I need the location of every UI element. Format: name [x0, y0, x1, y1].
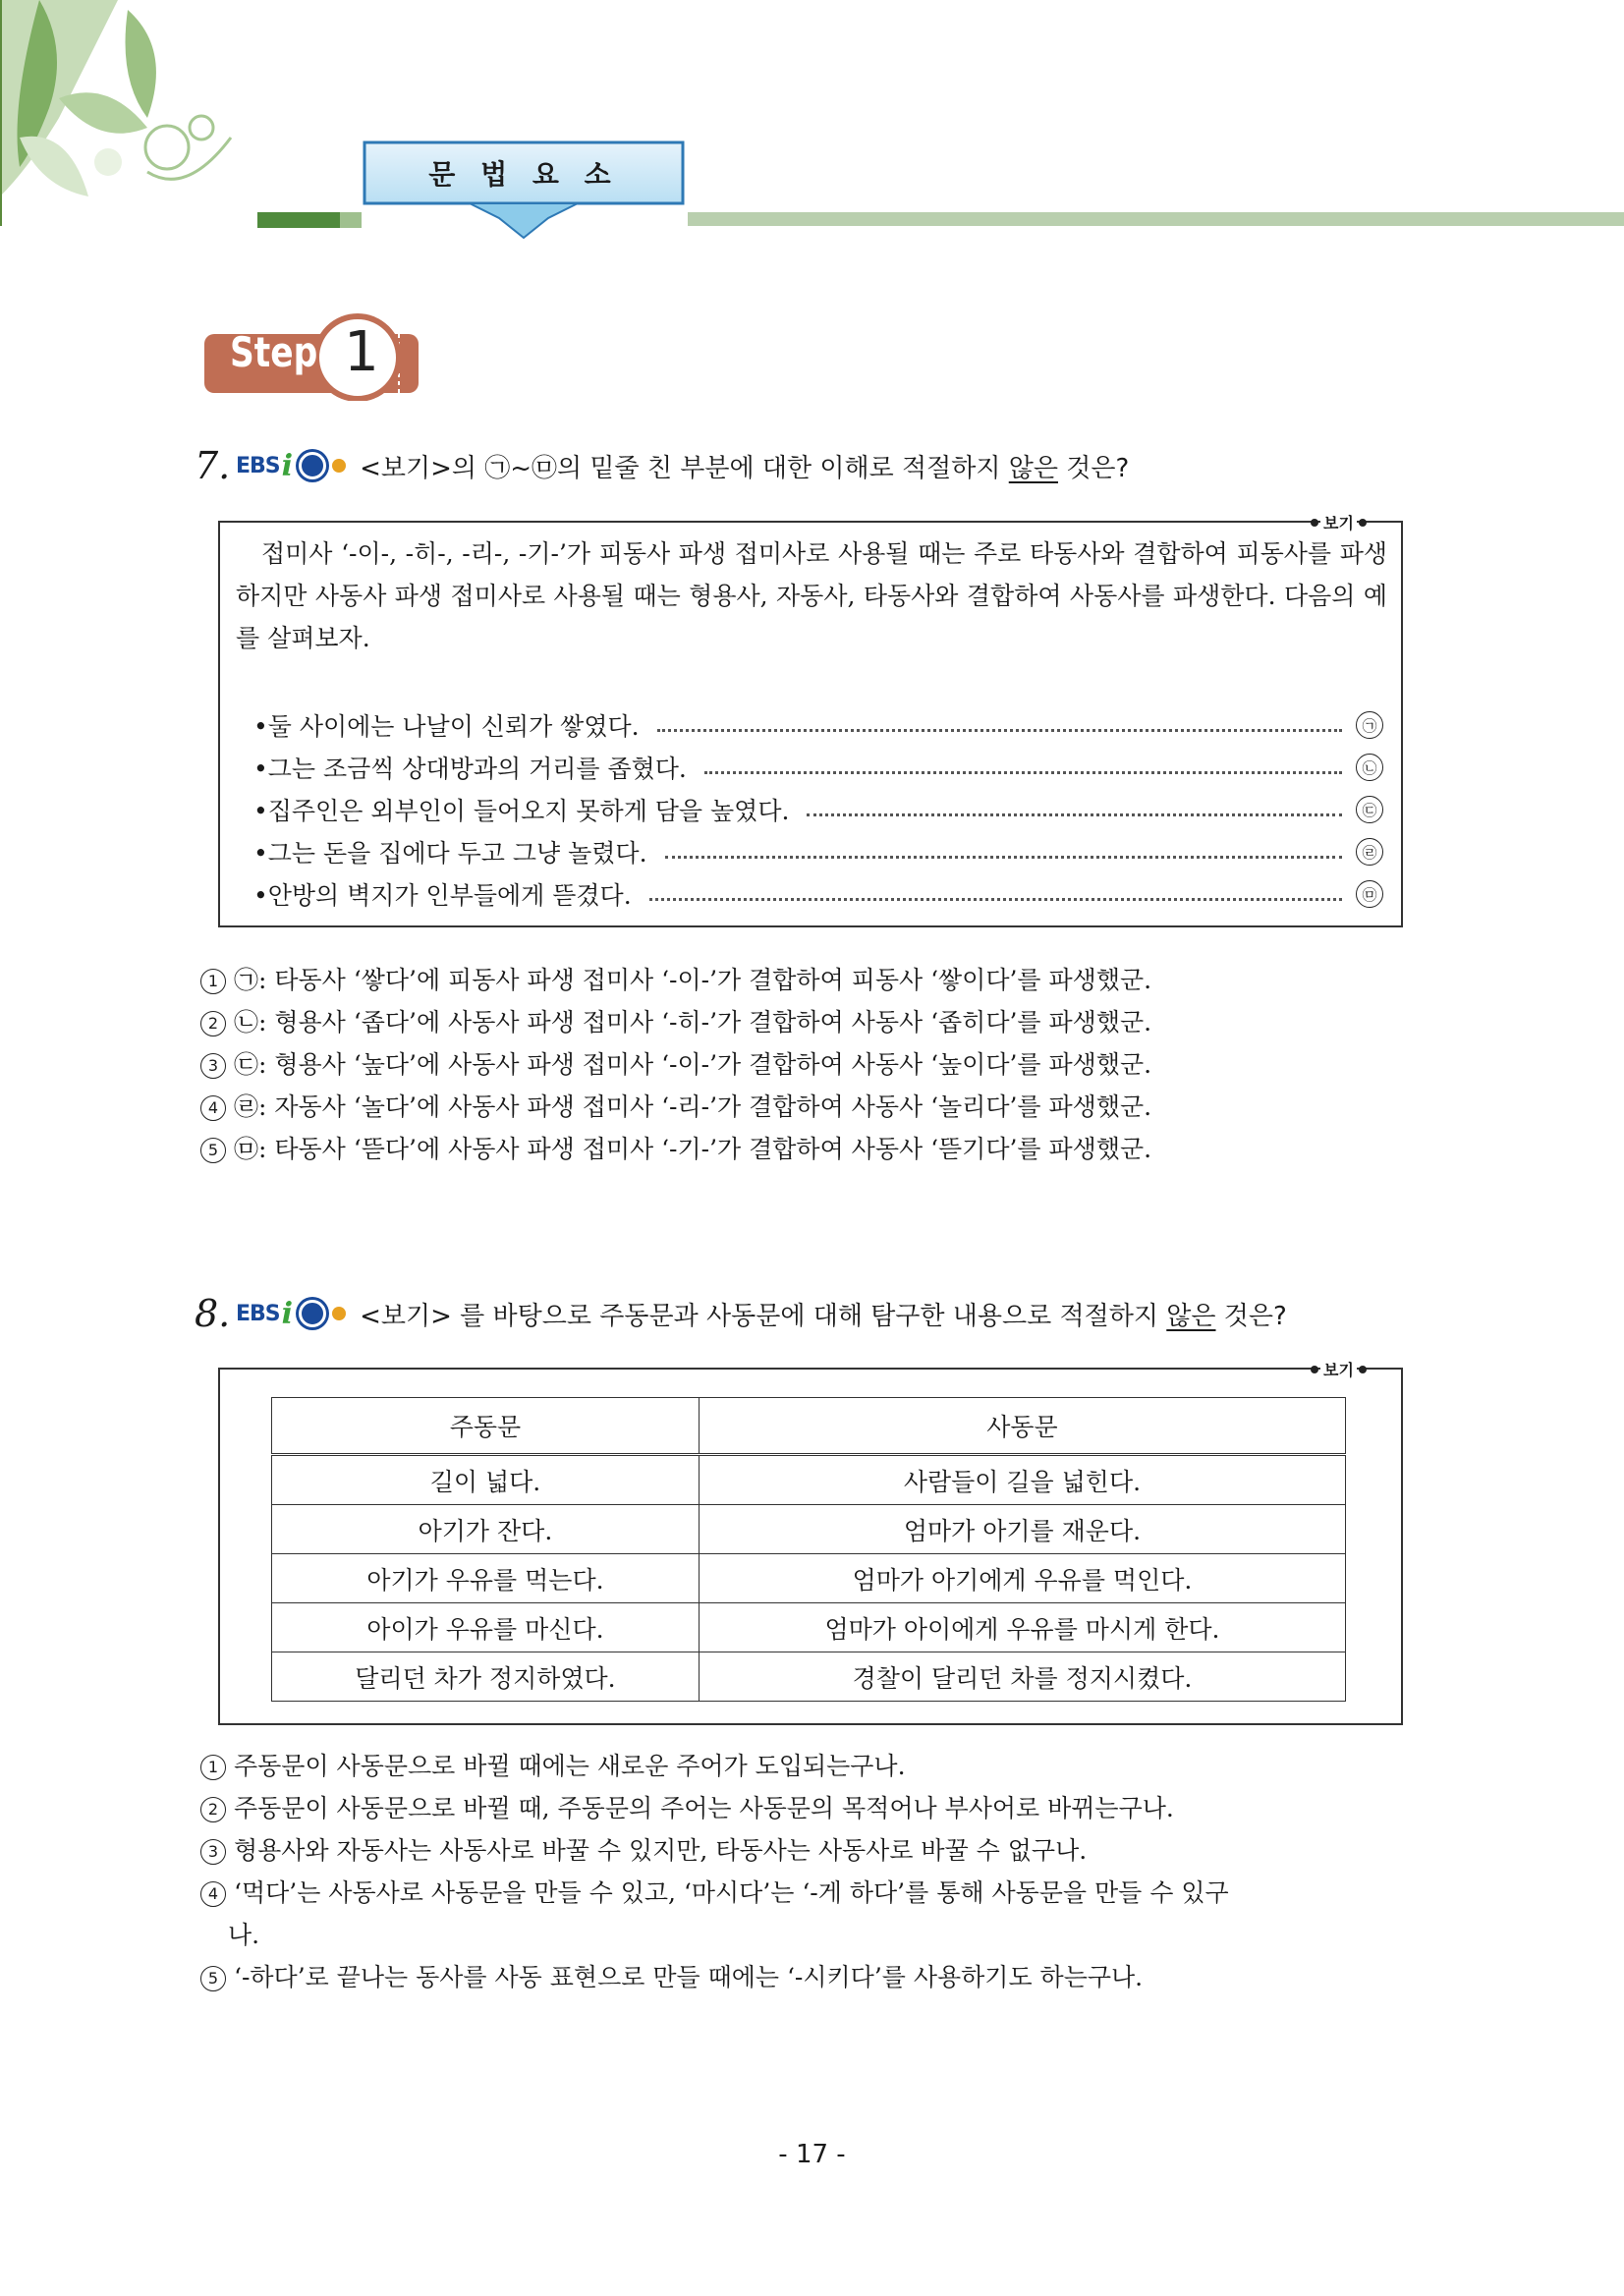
answer-option[interactable]: 3 ㉢: 형용사 ‘높다’에 사동사 파생 접미사 ‘-이-’가 결합하여 사동사 ‘높이다’를 파생했군.: [200, 1045, 1151, 1081]
answer-option-continuation: 나.: [228, 1921, 260, 1949]
answer-option[interactable]: 3 형용사와 자동사는 사동사로 바꿀 수 있지만, 타동사는 사동사로 바꿀 수 없구나.: [200, 1831, 1087, 1867]
section-title: 문 법 요 소: [428, 158, 619, 191]
left-edge-rule: [0, 0, 2, 226]
example-row: •그는 돈을 집에다 두고 그냥 놀렸다. ㉣: [253, 832, 1383, 871]
box-tag: 보기: [1311, 1358, 1367, 1380]
ebs-logo: EBS i: [236, 449, 346, 483]
table-header: 주동문: [272, 1398, 700, 1455]
table-cell: 아기가 잔다.: [272, 1505, 700, 1554]
table-row: [272, 1652, 1346, 1702]
question-number: 8.: [195, 1292, 231, 1335]
answer-option[interactable]: 2 주동문이 사동문으로 바뀔 때, 주동문의 주어는 사동문의 목적어나 부사어로 바뀌는구나.: [200, 1789, 1174, 1824]
header-rule-right: [688, 212, 1624, 226]
page-number: - 17 -: [778, 2140, 846, 2169]
example-intro: 접미사 ‘-이-, -히-, -리-, -기-’가 피동사 파생 접미사로 사용될 때는 주로 타동사와 결합하여 피동사를 파생하지만 사동사 파생 접미사로 사용될 때는 형용사, 자동사, 타동사와 결합하여 사동사를 파생한다. 다음의 예를 살펴보자.: [236, 539, 1387, 652]
table-header-row: [272, 1398, 1346, 1455]
comparison-table: [271, 1397, 1346, 1702]
table-row: [272, 1505, 1346, 1554]
table-cell: 달리던 차가 정지하였다.: [272, 1652, 700, 1702]
ebs-dot-icon: [332, 1307, 346, 1320]
table-cell: 엄마가 아기에게 우유를 먹인다.: [699, 1554, 1345, 1603]
box-tag: 보기: [1311, 511, 1367, 533]
ebs-logo: EBS i: [236, 1297, 346, 1331]
answer-option[interactable]: 1 ㉠: 타동사 ‘쌓다’에 피동사 파생 접미사 ‘-이-’가 결합하여 피동사 ‘쌓이다’를 파생했군.: [200, 961, 1151, 996]
question-8-stem: [195, 1292, 1287, 1335]
example-row: •집주인은 외부인이 들어오지 못하게 담을 높였다. ㉢: [253, 790, 1383, 829]
stem-text: <보기> 를 바탕으로 주동문과 사동문에 대해 탐구한 내용으로 적절하지: [360, 1301, 1167, 1331]
table-header: 사동문: [699, 1398, 1345, 1455]
example-row: •둘 사이에는 나날이 신뢰가 쌓였다. ㉠: [253, 705, 1383, 745]
question-7-stem: [195, 444, 1129, 487]
table-row: [272, 1455, 1346, 1505]
ebs-dot-icon: [299, 452, 326, 479]
leaf-decoration-image: [0, 0, 246, 226]
stem-underlined: 않은: [1008, 453, 1058, 483]
stem-underlined: 않은: [1166, 1301, 1216, 1331]
stem-end: 것은?: [1057, 453, 1130, 483]
table-cell: 아이가 우유를 마신다.: [272, 1603, 700, 1652]
answer-option[interactable]: 4 ㉣: 자동사 ‘놀다’에 사동사 파생 접미사 ‘-리-’가 결합하여 사동사 ‘놀리다’를 파생했군.: [200, 1088, 1151, 1123]
table-cell: 엄마가 아이에게 우유를 마시게 한다.: [699, 1603, 1345, 1652]
answer-option[interactable]: 2 ㉡: 형용사 ‘좁다’에 사동사 파생 접미사 ‘-히-’가 결합하여 사동사 ‘좁히다’를 파생했군.: [200, 1003, 1151, 1038]
answer-option[interactable]: 1 주동문이 사동문으로 바뀔 때에는 새로운 주어가 도입되는구나.: [200, 1747, 906, 1782]
stem-end: 것은?: [1215, 1301, 1287, 1331]
answer-option[interactable]: 5 ㉤: 타동사 ‘뜯다’에 사동사 파생 접미사 ‘-기-’가 결합하여 사동사 ‘뜯기다’를 파생했군.: [200, 1130, 1151, 1165]
answer-option[interactable]: 4 ‘먹다’는 사동사로 사동문을 만들 수 있고, ‘마시다’는 ‘-게 하다’를 통해 사동문을 만들 수 있구: [200, 1874, 1229, 1909]
table-cell: 사람들이 길을 넓힌다.: [699, 1455, 1345, 1505]
table-row: [272, 1603, 1346, 1652]
step-label: Step: [230, 328, 318, 376]
table-cell: 엄마가 아기를 재운다.: [699, 1505, 1345, 1554]
ebs-dot-icon: [299, 1300, 326, 1327]
table-cell: 아기가 우유를 먹는다.: [272, 1554, 700, 1603]
table-cell: 길이 넓다.: [272, 1455, 700, 1505]
answer-option[interactable]: 5 ‘-하다’로 끝나는 동사를 사동 표현으로 만들 때에는 ‘-시키다’를 사용하기도 하는구나.: [200, 1958, 1143, 1993]
table-cell: 경찰이 달리던 차를 정지시켰다.: [699, 1652, 1345, 1702]
step-number: 1: [344, 320, 379, 384]
stem-text: <보기>의 ㉠~㉤의 밑줄 친 부분에 대한 이해로 적절하지: [360, 453, 1009, 483]
example-row: •안방의 벽지가 인부들에게 뜯겼다. ㉤: [253, 874, 1383, 914]
example-row: •그는 조금씩 상대방과의 거리를 좁혔다. ㉡: [253, 748, 1383, 787]
table-row: [272, 1554, 1346, 1603]
header-rule-dark: [257, 212, 340, 228]
ebs-dot-icon: [332, 459, 346, 473]
header-rule-mid: [340, 212, 362, 228]
question-number: 7.: [195, 444, 231, 487]
